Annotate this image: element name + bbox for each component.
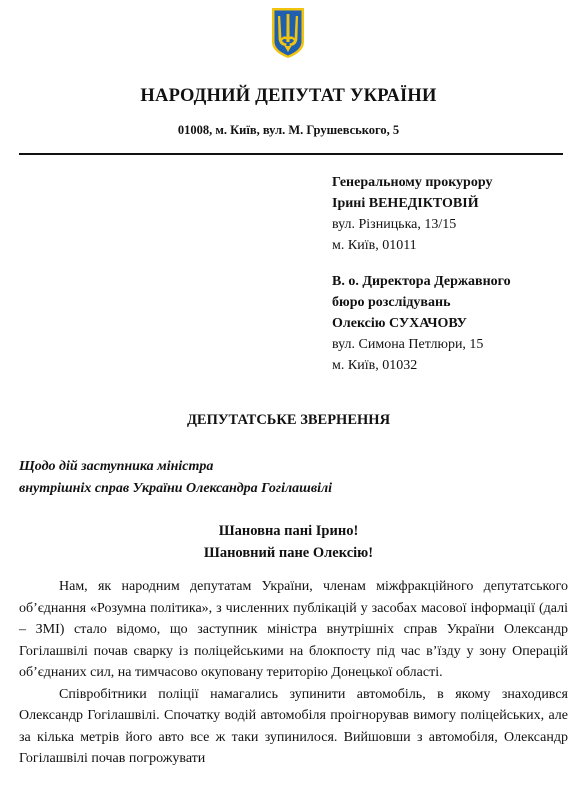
recipient1-line2: Ірині ВЕНЕДІКТОВІЙ [332,196,479,211]
organization-address: 01008, м. Київ, вул. М. Грушевського, 5 [177,123,400,137]
trident-coat-of-arms-icon [270,6,306,60]
subject-line2: внутрішніх справ України Олександра Гогілашвілі [19,481,333,496]
recipient2-line2: бюро розслідувань [332,295,451,310]
subject-line1: Щодо дій заступника міністра [19,459,214,474]
letter-body [19,576,568,770]
salutation-line1: Шановна пані Ірино! [218,523,359,539]
recipient1-line4: м. Київ, 01011 [332,238,417,253]
recipients-block [332,172,572,376]
salutation-line2: Шановний пане Олексію! [203,545,374,561]
body-paragraph-1: Нам, як народним депутатам України, членам міжфракційного депутатського об’єднання «Розумна політика», з численних публікацій у засобах масової інформації (далі – ЗМІ) стало відомо, що заступник міністра внутрішніх справ України Олександр Гогілашвілі почав сварку із поліцейськими на блокпосту під час в’їзду у зону Операцій об’єднаних сил, на тимчасово окуповану територію Донецької області. [19,579,568,680]
salutation [0,520,577,564]
header-divider [19,153,563,155]
recipient2-line3: Олексію СУХАЧОВУ [332,316,467,331]
recipient1-line3: вул. Різницька, 13/15 [332,217,457,232]
recipient2-line5: м. Київ, 01032 [332,358,418,373]
recipient2-line4: вул. Симона Петлюри, 15 [332,337,484,352]
document-title: ДЕПУТАТСЬКЕ ЗВЕРНЕННЯ [186,412,391,428]
organization-title: НАРОДНИЙ ДЕПУТАТ УКРАЇНИ [140,86,437,106]
recipient2-line1: В. о. Директора Державного [332,274,511,289]
subject [19,456,332,500]
recipient1-line1: Генеральному прокурору [332,175,493,190]
body-paragraph-2: Співробітники поліції намагались зупинити автомобіль, в якому знаходився Олександр Гогілашвілі. Спочатку водій автомобіля проігнорував вимогу поліцейських, але за кілька метрів його авто все ж таки зупинилося. Вийшовши з автомобіля, Олександр Гогілашвілі почав погрожувати [19,686,568,766]
